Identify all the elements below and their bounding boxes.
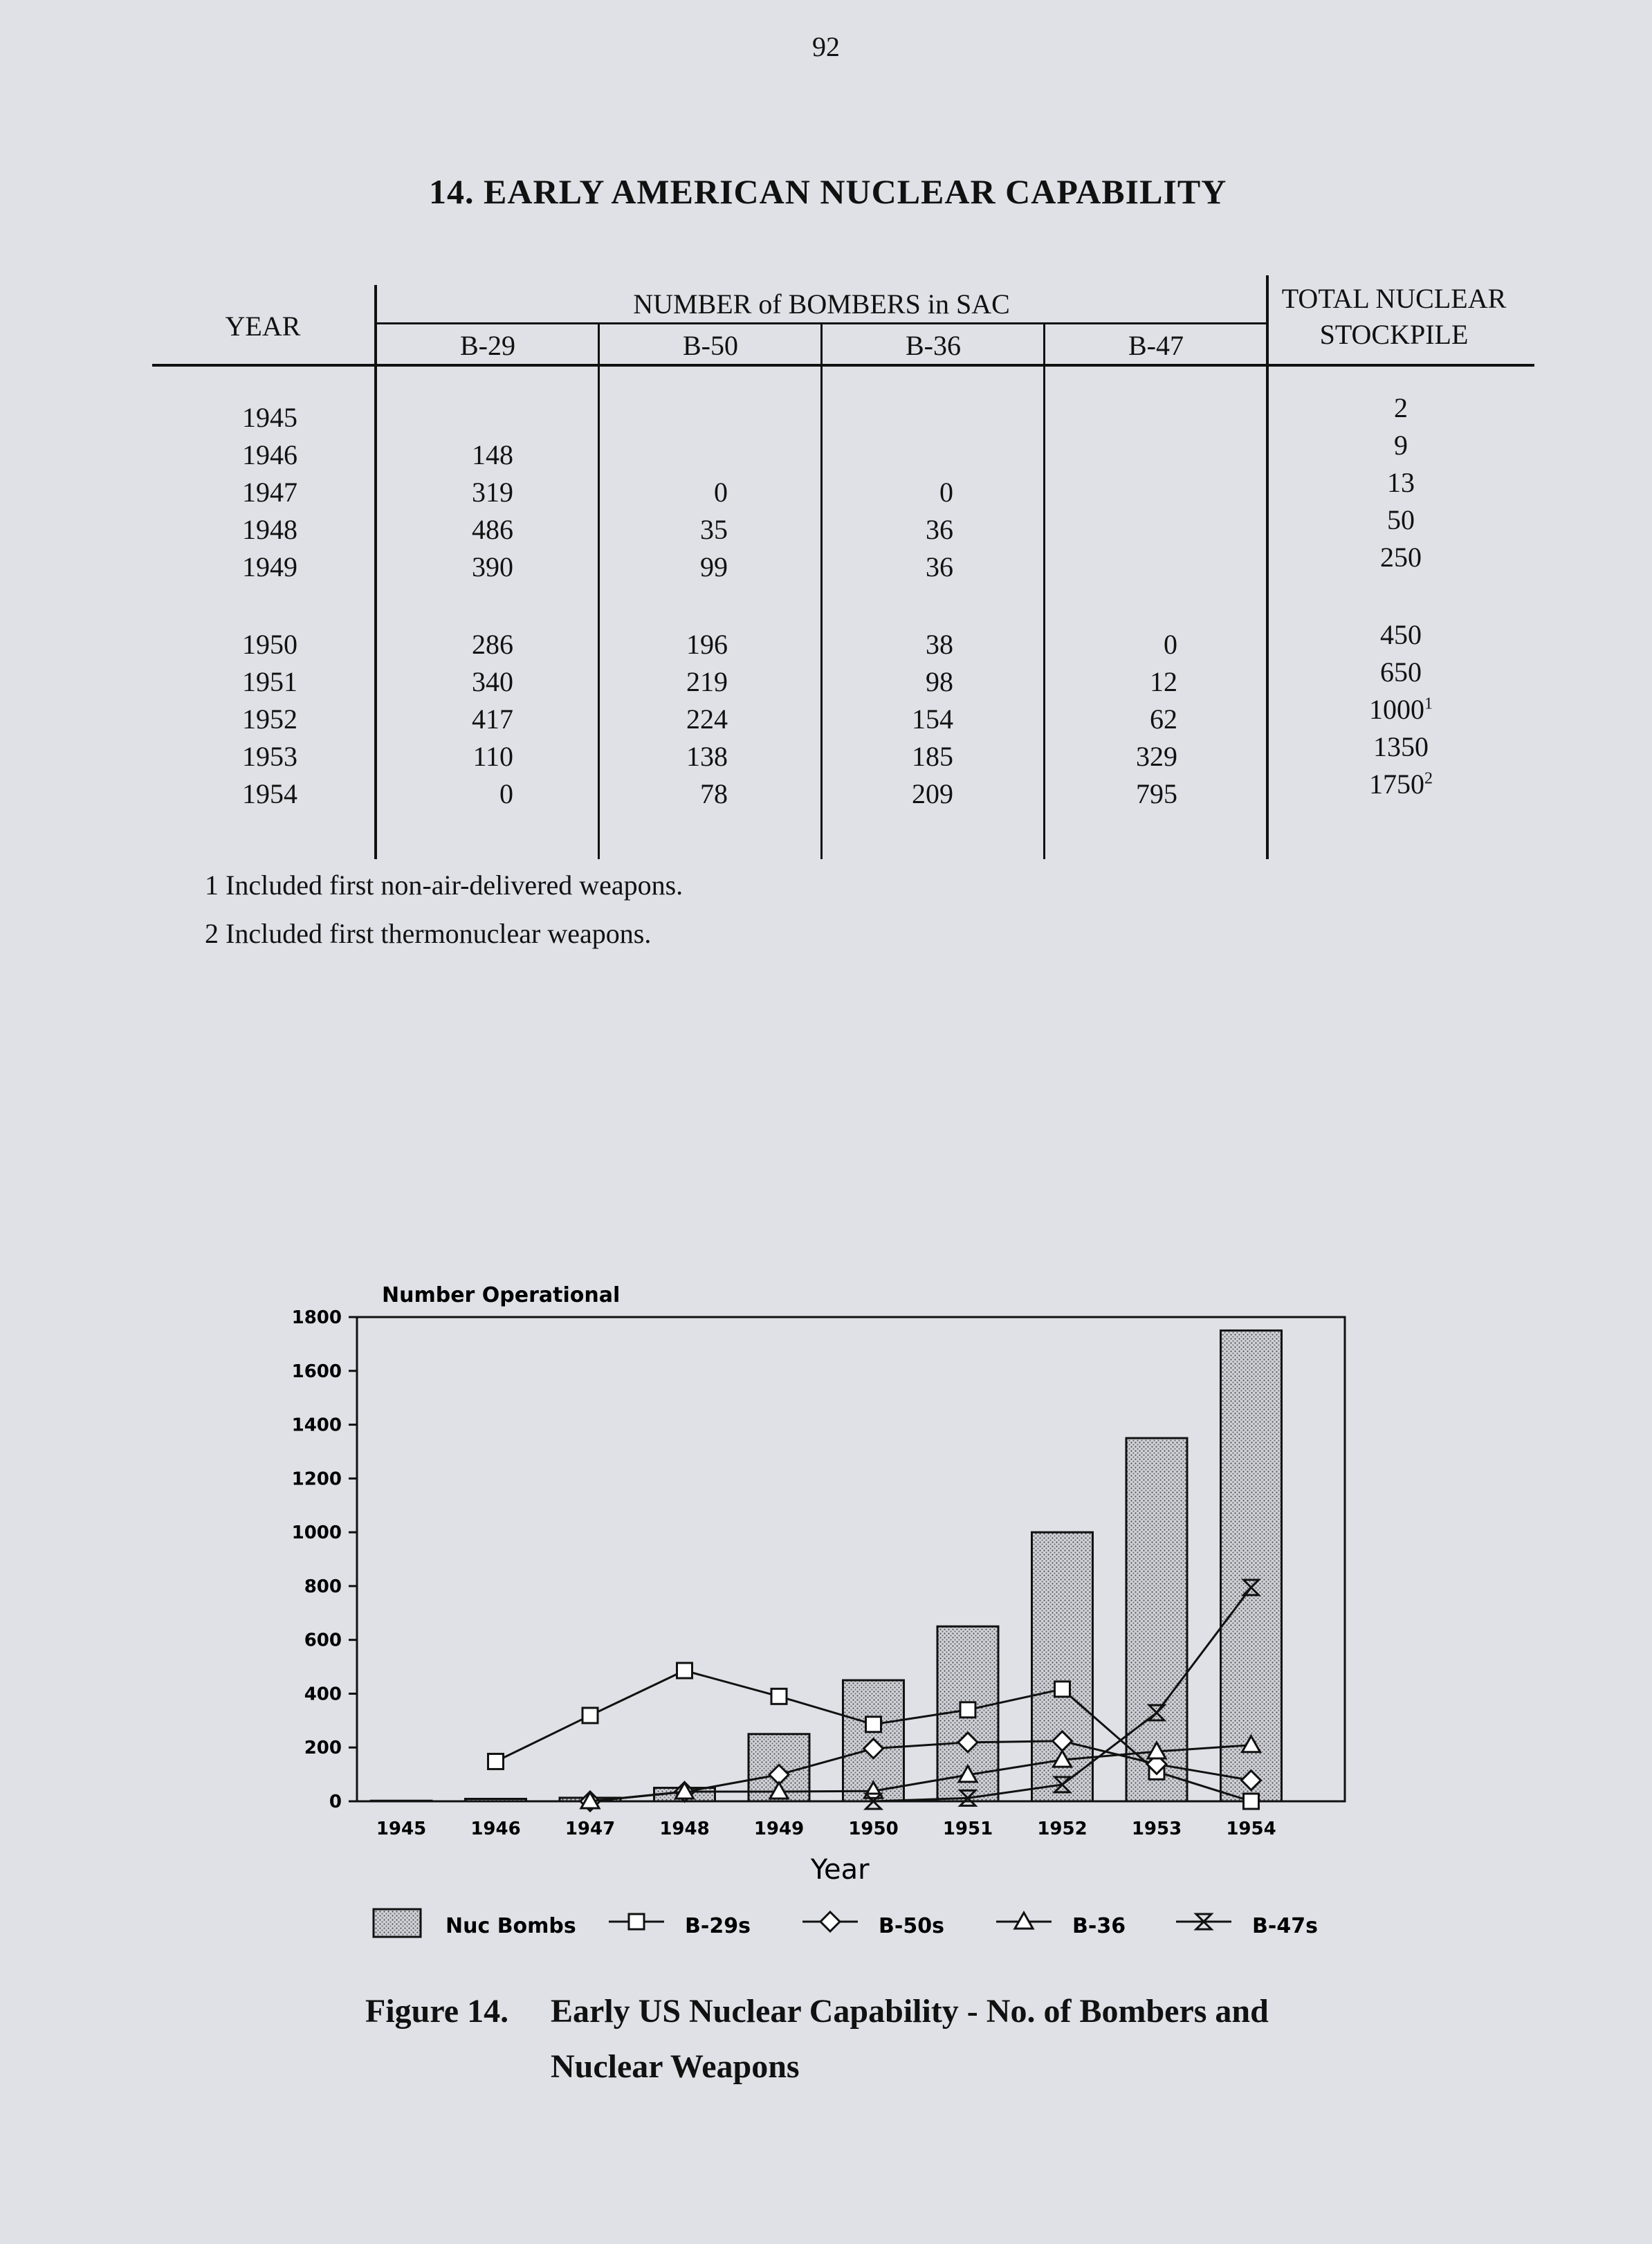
y-tick-label: 1600: [291, 1361, 342, 1382]
stockpile-value: 50: [1387, 504, 1415, 535]
cell-stockpile: [1339, 541, 1463, 573]
x-tick-label: 1947: [565, 1819, 616, 1839]
cell-b50: 0: [714, 477, 728, 508]
figure-caption: [365, 1984, 1269, 2095]
y-tick-label: 200: [304, 1738, 342, 1759]
stockpile-header-line2: STOCKPILE: [1319, 319, 1469, 350]
y-tick-label: 1800: [291, 1307, 342, 1328]
y-tick-label: 400: [304, 1684, 342, 1705]
stockpile-value: 1350: [1373, 731, 1429, 762]
y-tick-label: 600: [304, 1630, 342, 1651]
marker-square: [488, 1754, 504, 1769]
stockpile-value: 9: [1394, 430, 1408, 461]
bar-nuc-bombs: [1221, 1330, 1282, 1801]
cell-b50: 138: [686, 741, 728, 772]
cell-stockpile: [1339, 429, 1463, 461]
cell-b29: 0: [499, 778, 513, 809]
column-divider: [598, 324, 600, 859]
cell-year: 1953: [242, 741, 297, 772]
cell-b50: 219: [686, 666, 728, 697]
stockpile-value: 1750: [1369, 769, 1424, 800]
legend-label: B-47s: [1252, 1914, 1318, 1938]
cell-year: 1954: [242, 778, 297, 809]
stockpile-value: 2: [1394, 392, 1408, 423]
cell-stockpile: [1339, 504, 1463, 536]
cell-b36: 98: [926, 666, 953, 697]
legend-marker: [820, 1912, 840, 1931]
legend-label: B-36: [1072, 1914, 1126, 1938]
cell-stockpile: [1339, 656, 1463, 688]
cell-b47: 62: [1150, 703, 1177, 735]
column-header-b47: B-47: [1128, 330, 1184, 361]
cell-b29: 390: [472, 551, 513, 582]
caption-line-2: Nuclear Weapons: [551, 2048, 800, 2085]
x-tick-label: 1949: [753, 1819, 805, 1839]
year-header: YEAR: [225, 311, 301, 342]
footnote-2: [205, 917, 651, 950]
y-tick-label: 800: [304, 1576, 342, 1597]
cell-b29: 340: [472, 666, 513, 697]
header-rule: [152, 364, 1534, 367]
cell-b36: 0: [939, 477, 953, 508]
group-header: NUMBER of BOMBERS in SAC: [633, 288, 1010, 320]
legend-swatch-nuc-bombs: [374, 1909, 421, 1937]
cell-year: 1952: [242, 703, 297, 735]
cell-b50: 99: [700, 551, 728, 582]
marker-square: [771, 1689, 787, 1704]
cell-stockpile: [1339, 730, 1463, 763]
marker-square: [960, 1702, 975, 1718]
y-tick-label: 0: [329, 1792, 342, 1812]
footnote-text: Included first thermonuclear weapons.: [226, 918, 652, 949]
bar-nuc-bombs: [466, 1799, 526, 1802]
y-tick-label: 1400: [291, 1415, 342, 1436]
footnote-mark: 1: [205, 870, 219, 901]
footnote-1: [205, 869, 683, 901]
marker-square: [677, 1663, 692, 1678]
x-tick-label: 1945: [376, 1819, 427, 1839]
cell-b29: 486: [472, 514, 513, 545]
y-tick-label: 1200: [291, 1469, 342, 1490]
cell-stockpile: [1339, 466, 1463, 499]
cell-b36: 38: [926, 629, 953, 660]
page-title: 14. EARLY AMERICAN NUCLEAR CAPABILITY: [429, 172, 1227, 211]
cell-stockpile: [1339, 768, 1463, 800]
footnote-reference: 1: [1424, 695, 1433, 713]
column-header-b29: B-29: [460, 330, 515, 361]
stockpile-header-line1: TOTAL NUCLEAR: [1281, 283, 1507, 314]
column-divider: [1266, 275, 1269, 859]
y-axis-title: Number Operational: [382, 1283, 621, 1307]
x-tick-label: 1953: [1131, 1819, 1182, 1839]
marker-square: [1055, 1682, 1070, 1697]
cell-year: 1949: [242, 551, 297, 582]
cell-b29: 417: [472, 703, 513, 735]
column-header-b36: B-36: [906, 330, 961, 361]
footnote-reference: 2: [1424, 769, 1433, 788]
column-header-b50: B-50: [683, 330, 738, 361]
legend-label: B-50s: [879, 1914, 944, 1938]
column-divider: [374, 285, 377, 859]
legend-label: Nuc Bombs: [446, 1914, 576, 1938]
x-tick-label: 1946: [470, 1819, 521, 1839]
y-tick-label: 1000: [291, 1523, 342, 1544]
x-tick-label: 1951: [942, 1819, 993, 1839]
cell-stockpile: [1339, 693, 1463, 726]
caption-line-1: Early US Nuclear Capability - No. of Bombers and: [551, 1993, 1269, 2030]
cell-b36: 36: [926, 551, 953, 582]
footnote-text: Included first non-air-delivered weapons.: [226, 870, 683, 901]
bomber-chart: [263, 1259, 1384, 1968]
x-tick-label: 1954: [1226, 1819, 1276, 1839]
cell-stockpile: [1339, 618, 1463, 651]
cell-b29: 148: [472, 439, 513, 470]
cell-b50: 35: [700, 514, 728, 545]
bomber-table: [0, 0, 1652, 968]
chart-svg: [263, 1259, 1384, 1965]
cell-year: 1950: [242, 629, 297, 660]
cell-year: 1946: [242, 439, 297, 470]
stockpile-value: 250: [1380, 542, 1422, 573]
figure-label: Figure 14.: [365, 1993, 509, 2030]
cell-year: 1947: [242, 477, 297, 508]
column-divider: [820, 324, 823, 859]
cell-b36: 36: [926, 514, 953, 545]
legend-marker: [629, 1914, 644, 1929]
cell-b47: 795: [1136, 778, 1177, 809]
stockpile-value: 450: [1380, 619, 1422, 650]
page-number: 92: [812, 31, 840, 62]
cell-b47: 0: [1164, 629, 1177, 660]
x-tick-label: 1952: [1037, 1819, 1087, 1839]
x-tick-label: 1948: [659, 1819, 710, 1839]
stockpile-value: 1000: [1369, 694, 1424, 725]
cell-year: 1945: [242, 402, 297, 433]
x-tick-label: 1950: [848, 1819, 899, 1839]
column-divider: [1043, 324, 1045, 859]
cell-b50: 224: [686, 703, 728, 735]
marker-square: [582, 1708, 598, 1723]
footnote-mark: 2: [205, 918, 219, 949]
cell-year: 1948: [242, 514, 297, 545]
cell-b29: 110: [472, 741, 513, 772]
x-axis-title: Year: [810, 1854, 870, 1886]
marker-square: [866, 1717, 881, 1732]
legend-label: B-29s: [685, 1914, 751, 1938]
cell-b36: 209: [912, 778, 953, 809]
cell-stockpile: [1339, 392, 1463, 424]
cell-b29: 319: [472, 477, 513, 508]
stockpile-value: 13: [1387, 467, 1415, 498]
cell-b47: 329: [1136, 741, 1177, 772]
cell-b36: 154: [912, 703, 953, 735]
stockpile-value: 650: [1380, 656, 1422, 688]
cell-b50: 78: [700, 778, 728, 809]
cell-year: 1951: [242, 666, 297, 697]
cell-b50: 196: [686, 629, 728, 660]
marker-square: [1244, 1794, 1259, 1809]
cell-b29: 286: [472, 629, 513, 660]
cell-b36: 185: [912, 741, 953, 772]
cell-b47: 12: [1150, 666, 1177, 697]
